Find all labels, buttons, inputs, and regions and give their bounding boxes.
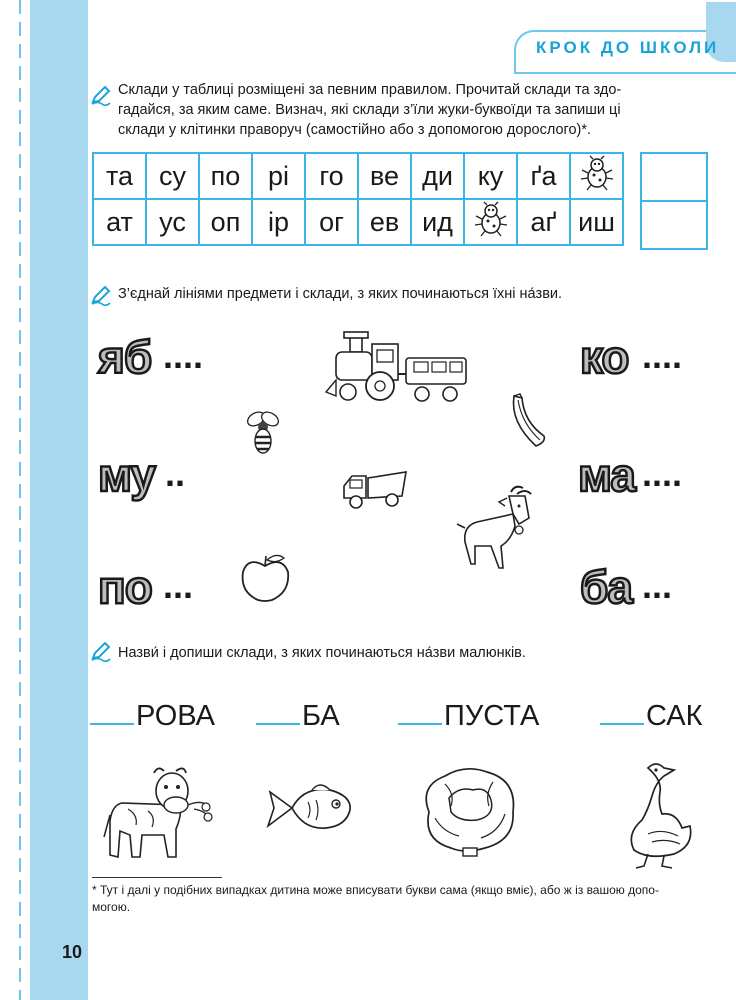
footnote-line2: могою. [92, 900, 131, 914]
answer-cells [640, 152, 708, 250]
bug-cell [464, 199, 517, 245]
syllable-cell: аґ [517, 199, 570, 245]
page-number: 10 [62, 942, 83, 962]
syllable-cell: го [305, 153, 358, 199]
goose-icon [618, 758, 698, 870]
syllable-cell: су [146, 153, 199, 199]
cow-icon [102, 765, 217, 865]
answer-cell-2[interactable] [641, 201, 707, 249]
syllable-cell: ог [305, 199, 358, 245]
pencil-icon [90, 84, 112, 106]
word-ending: ПУСТА [444, 700, 540, 732]
goat-icon [455, 484, 545, 576]
syllable-left-1: яб [98, 331, 152, 383]
syllable-right-3: ба [580, 561, 632, 613]
task1-text [118, 80, 718, 140]
page-spine [0, 0, 88, 1000]
syllable-cell: ку [464, 153, 517, 199]
dots-left-2: .. [165, 453, 186, 494]
syllable-cell: рі [252, 153, 305, 199]
header-title: КРОК ДО ШКОЛИ [536, 38, 720, 57]
train-icon [322, 330, 472, 408]
blank-line[interactable] [600, 723, 644, 725]
header-tab [514, 30, 736, 74]
word-blank-3 [398, 700, 539, 733]
syllable-cell: оп [199, 199, 252, 245]
word-blank-4 [600, 700, 703, 733]
word-ending: БА [302, 700, 340, 732]
syllable-left-3: по [98, 561, 152, 613]
task1-line2: гадайся, за яким саме. Визнач, які склади з’їли жуки-буквоїди та запиши ці [118, 102, 621, 118]
syllable-cell: ґа [517, 153, 570, 199]
table-row [93, 199, 623, 245]
word-ending: САК [646, 700, 703, 732]
footnote [92, 882, 712, 916]
fish-icon [264, 778, 354, 840]
answer-cell-1[interactable] [641, 153, 707, 201]
dots-right-2: .... [642, 453, 683, 494]
syllable-right-2: ма [578, 449, 636, 501]
word-blank-1 [90, 700, 215, 733]
table-row [93, 153, 623, 199]
syllable-cell: та [93, 153, 146, 199]
bug-cell [570, 153, 623, 199]
syllable-table [92, 152, 624, 246]
cabbage-icon [415, 762, 525, 860]
spine-bar [30, 0, 88, 1000]
bug-icon [473, 201, 509, 237]
truck-icon [340, 468, 410, 512]
blank-line[interactable] [398, 723, 442, 725]
word-ending: РОВА [136, 700, 215, 732]
task2-text: З’єднай лініями предмети і склади, з яких починаються їхні на́зви. [118, 286, 563, 302]
syllable-cell: ди [411, 153, 464, 199]
footnote-rule [92, 877, 222, 878]
syllable-cell: ев [358, 199, 411, 245]
syllable-cell: по [199, 153, 252, 199]
task1-line1: Склади у таблиці розміщені за певним правилом. Прочитай склади та здо- [118, 82, 622, 98]
syllable-cell: ат [93, 199, 146, 245]
pencil-icon [90, 640, 112, 662]
syllable-cell: ид [411, 199, 464, 245]
task3-text: Назви́ і допиши склади, з яких починаються на́зви малюнків. [118, 645, 526, 661]
banana-icon [506, 392, 551, 450]
word-blank-2 [256, 700, 340, 733]
dots-left-1: .... [163, 335, 204, 376]
dots-right-1: .... [642, 335, 683, 376]
syllable-right-1: ко [580, 331, 629, 383]
syllable-cell: ір [252, 199, 305, 245]
footnote-line1: * Тут і далі у подібних випадках дитина може вписувати букви сама (якщо вміє), або ж із вашою допо- [92, 883, 659, 897]
dots-left-3: ... [163, 565, 194, 606]
apple-icon [238, 552, 293, 604]
spine-dashes [0, 0, 30, 1000]
dots-right-3: ... [642, 565, 673, 606]
blank-line[interactable] [90, 723, 134, 725]
blank-line[interactable] [256, 723, 300, 725]
syllable-cell: ус [146, 199, 199, 245]
syllable-left-2: му [98, 449, 156, 501]
bug-icon [579, 155, 615, 191]
pencil-icon [90, 284, 112, 306]
syllable-cell: ве [358, 153, 411, 199]
bee-icon [243, 407, 283, 459]
task1-line3: склади у клітинки праворуч (самостійно або з допомогою дорослого)*. [118, 122, 592, 138]
syllable-cell: иш [570, 199, 623, 245]
